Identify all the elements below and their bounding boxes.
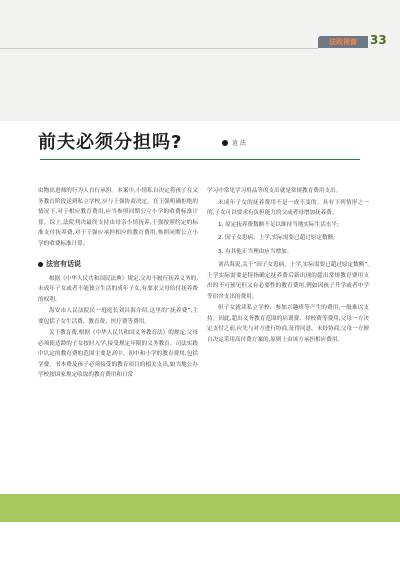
section-logo: 法政视窗	[329, 38, 357, 46]
body-paragraph: 1. 原定抚养费数额不足以维持当地实际生活水平;	[218, 221, 339, 228]
body-paragraph: 由物出进师的行为人自行承担。本案中,小情私自决定将孩子在义务教育阶段送到私立学校,应与王强协商决定。在王强明确拒绝的情况下,对于相应教育费用,应当参照同期公立小学的收费标准计算。综上,法院判决最终支持由母亲小情抚养,王强按照约定的标准支付抚养费,对于王强应承担相应的教育费用,参照同期公立小学的收费标准计算。	[38, 188, 198, 247]
subheading-text: 法官有话说	[46, 260, 81, 268]
body-paragraph: 2. 因子女患病、上学,实际需要已超过原定数额;	[218, 235, 336, 241]
right-column	[207, 186, 369, 346]
subheading	[38, 259, 198, 270]
body-paragraph: 未成年子女的抚养费用不是一成不变的。具有下列情形之一的,子女可以要求有负担能力的父或者母增加抚养费。	[207, 199, 369, 216]
byline	[222, 138, 246, 147]
body-paragraph: 3. 有其他正当理由应当增加。	[218, 248, 293, 255]
byline-author: 逍 法	[232, 140, 246, 147]
title-rule	[40, 159, 360, 160]
page-number: 33	[370, 33, 387, 47]
body-paragraph: 海安市人民法院民一庭庭长刘昌海介绍,这里的“抚养费”,主要包括子女生活费、教育费、医疗费等费用。	[38, 308, 198, 325]
body-paragraph: 刘昌海说,关于“因子女患病、上学,实际需要已超过原定数额”,上学实际需要是特指确定抚养费后新出现的超出常规教育费用支出的不可预见但又有必要性的教育费用,例如因孩子升学或者中学等宿舍支出的费用。	[207, 262, 369, 300]
body-paragraph: 学习中常见学习用品等的支出就是常规教育费用支出。	[207, 188, 342, 194]
bottom-green-band	[0, 494, 400, 522]
body-paragraph: 根据《中华人民共和国民法典》规定,父母不履行抚养义务的,未成年子女或者不能独立生活的成年子女,有要求父母给付抚养费的权利。	[38, 275, 198, 303]
byline-dot-icon	[222, 140, 228, 146]
body-paragraph: 但子女就读私立学校、参加兴趣班等产生的费用,一般难以支持。因此,超出义务教育范围的培训费、择校费等费用,父母一方决定支付之前,应先与对方进行协商,征得同意。未经协商,父母一方擅自决定采用高付费方案的,原则上由该方承担相应费用。	[207, 305, 369, 343]
header-rule	[0, 48, 318, 49]
left-column	[38, 186, 198, 382]
bullet-dot-icon	[38, 262, 43, 267]
body-paragraph: 关于教育费,根据《中华人民共和国义务教育法》的规定,父母必须使适龄的子女按时入学,接受规定年限的义务教育。司法实践中认定的教育费的范围主要是高中、初中和小学的教育费用,包括学费、书本费及孩子必须接受的教育项目的相关支出,如当地公办学校按国家规定收取的教育费用和日常	[38, 330, 198, 378]
article-title: 前夫必须分担吗?	[38, 132, 183, 153]
top-background-band	[0, 0, 400, 121]
